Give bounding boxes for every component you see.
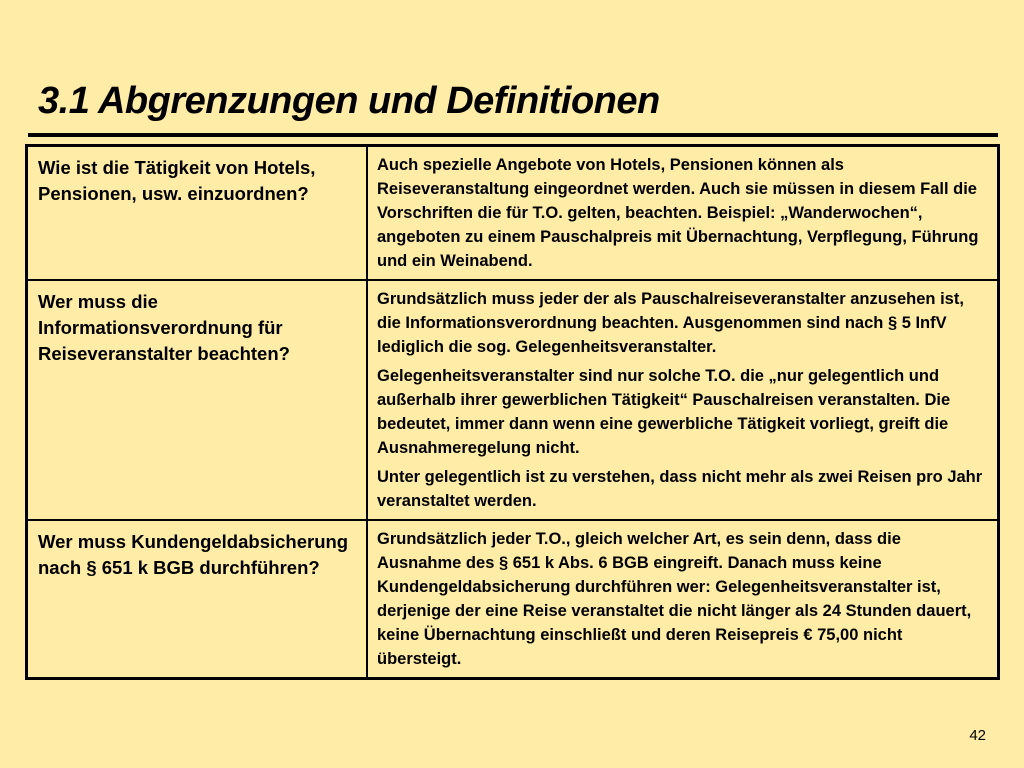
page-number: 42 [969,727,986,744]
question-cell: Wer muss Kundengeldabsicherung nach § 651 k BGB durchführen? [27,520,368,679]
answer-cell [367,146,999,281]
answer-cell [367,520,999,679]
answer-paragraph: Gelegenheitsveranstalter sind nur solche T.O. die „nur gelegentlich und außerhalb ihrer gewerblichen Tätigkeit“ Pauschalreisen veranstalten. Die bedeutet, immer dann wenn eine gewerbliche Tätigkeit vorliegt, greift die Ausnahmeregelung nicht. [377,367,951,457]
title-underline [28,133,998,137]
answer-paragraph: Grundsätzlich jeder T.O., gleich welcher Art, es sein denn, dass die Ausnahme des § 651 k Abs. 6 BGB eingreift. Danach muss keine Kundengeldabsicherung durchführen wer: Gelegenheitsveranstalter ist, derjenige der eine Reise veranstaltet die nicht länger als 24 Stunden dauert, keine Übernachtung einschließt und deren Reisepreis € 75,00 nicht übersteigt. [377,530,972,668]
question-cell: Wie ist die Tätigkeit von Hotels, Pensionen, usw. einzuordnen? [27,146,368,281]
question-cell: Wer muss die Informationsverordnung für Reiseveranstalter beachten? [27,280,368,520]
answer-paragraph: Unter gelegentlich ist zu verstehen, dass nicht mehr als zwei Reisen pro Jahr veranstaltet werden. [377,468,983,510]
answer-paragraph: Grundsätzlich muss jeder der als Pauschalreiseveranstalter anzusehen ist, die Informationsverordnung beachten. Ausgenommen sind nach § 5 InfV lediglich die sog. Gelegenheitsveranstalter. [377,290,964,356]
slide-title: 3.1 Abgrenzungen und Definitionen [38,80,660,122]
table-row [27,146,999,281]
answer-paragraph: Auch spezielle Angebote von Hotels, Pensionen können als Reiseveranstaltung eingeordnet werden. Auch sie müssen in diesem Fall die Vorschriften die für T.O. gelten, beachten. Beispiel: „Wanderwochen“, angeboten zu einem Pauschalpreis mit Übernachtung, Verpflegung, Führung und ein Weinabend. [377,156,979,270]
answer-cell [367,280,999,520]
table-row [27,280,999,520]
definitions-table [25,144,1000,680]
table-row [27,520,999,679]
